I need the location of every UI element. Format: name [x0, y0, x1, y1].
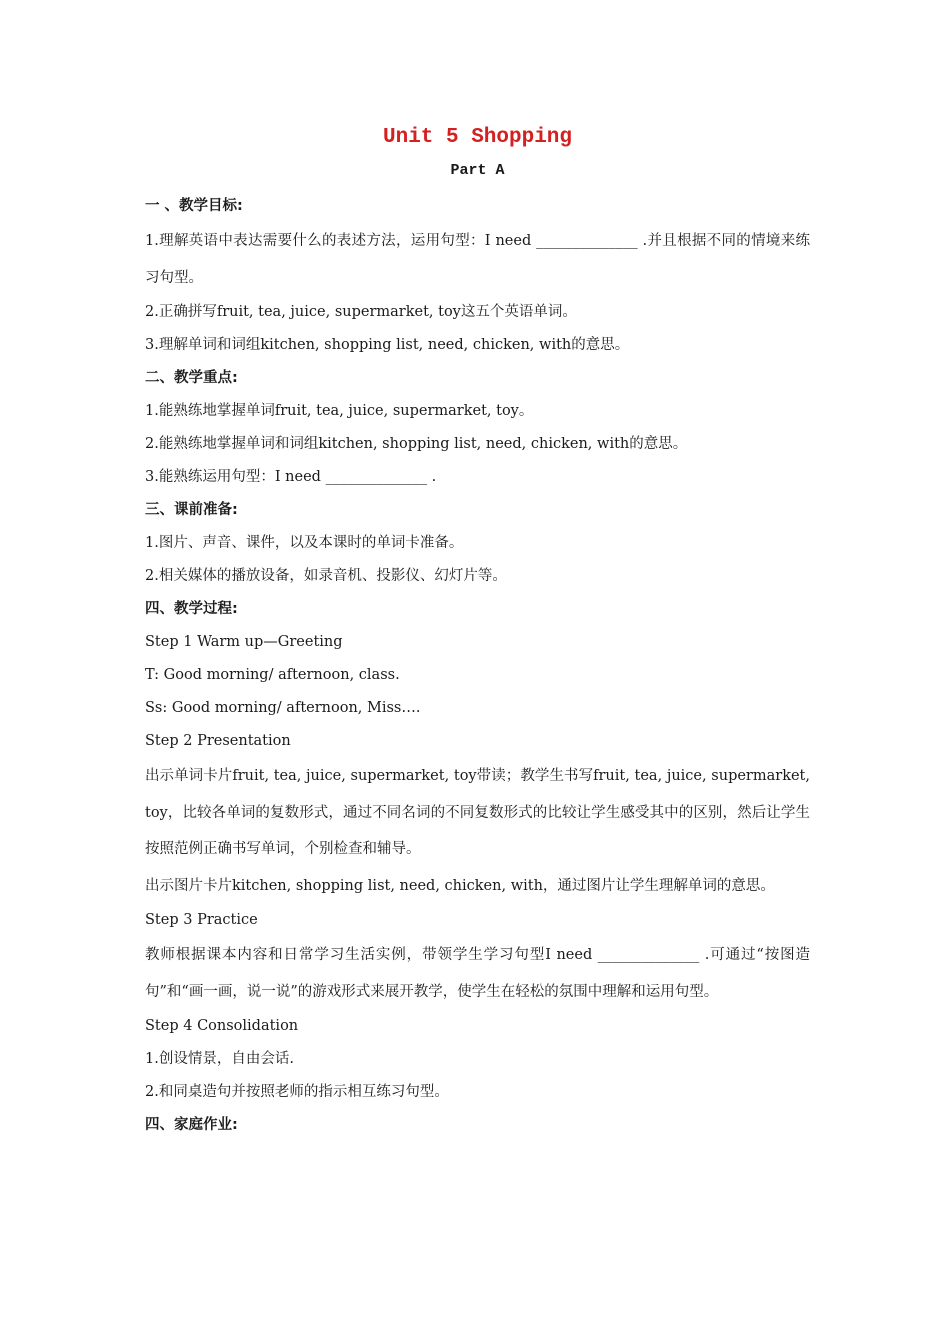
step-2-title: Step 2 Presentation — [145, 733, 291, 749]
preparation-1: 1.图片、声音、课件，以及本课时的单词卡准备。 — [145, 535, 464, 551]
presentation-paragraph-2: 出示图片卡片kitchen, shopping list, need, chicken, with，通过图片让学生理解单词的意思。 — [145, 877, 775, 894]
document-title: Unit 5 Shopping — [382, 126, 573, 149]
document-content — [145, 122, 810, 1142]
students-greeting: Ss: Good morning/ afternoon, Miss…. — [145, 700, 421, 716]
consolidation-1: 1.创设情景，自由会话. — [145, 1051, 294, 1067]
document-subtitle: Part A — [450, 162, 505, 179]
section-heading-preparation: 三、课前准备: — [145, 502, 238, 518]
objective-2: 2.正确拼写fruit, tea, juice, supermarket, toy这五个英语单词。 — [145, 304, 577, 320]
step-4-title: Step 4 Consolidation — [145, 1018, 299, 1034]
practice-paragraph: 教师根据课本内容和日常学习生活实例，带领学生学习句型I need ______________ .可通过“按图造句”和“画一画，说一说”的游戏形式来展开教学，使学生在轻松的氛围中理解和运用句型。 — [145, 947, 810, 1000]
section-heading-key-points: 二、教学重点: — [145, 370, 238, 386]
section-heading-process: 四、教学过程: — [145, 601, 238, 617]
objective-3: 3.理解单词和词组kitchen, shopping list, need, chicken, with的意思。 — [145, 337, 630, 353]
consolidation-2: 2.和同桌造句并按照老师的指示相互练习句型。 — [145, 1084, 449, 1100]
key-point-3: 3.能熟练运用句型：I need ______________ . — [145, 469, 437, 485]
section-heading-objectives: 一 、教学目标: — [145, 198, 243, 214]
teacher-greeting: T: Good morning/ afternoon, class. — [145, 667, 400, 683]
presentation-paragraph-1: 出示单词卡片fruit, tea, juice, supermarket, toy带读；教学生书写fruit, tea, juice, supermarket, toy，比较各单词的复数形式，通过不同名词的不同复数形式的比较让学生感受其中的区别，然后让学生按照范例正确书写单词，个别检查和辅导。 — [145, 768, 810, 857]
step-1-title: Step 1 Warm up—Greeting — [145, 634, 343, 650]
step-3-title: Step 3 Practice — [145, 912, 258, 928]
objective-1: 1.理解英语中表达需要什么的表述方法，运用句型：I need ______________ .并且根据不同的情境来练习句型。 — [145, 233, 810, 286]
section-heading-homework: 四、家庭作业: — [145, 1117, 238, 1133]
key-point-2: 2.能熟练地掌握单词和词组kitchen, shopping list, need, chicken, with的意思。 — [145, 436, 688, 452]
key-point-1: 1.能熟练地掌握单词fruit, tea, juice, supermarket, toy。 — [145, 403, 534, 419]
preparation-2: 2.相关媒体的播放设备，如录音机、投影仪、幻灯片等。 — [145, 568, 507, 584]
